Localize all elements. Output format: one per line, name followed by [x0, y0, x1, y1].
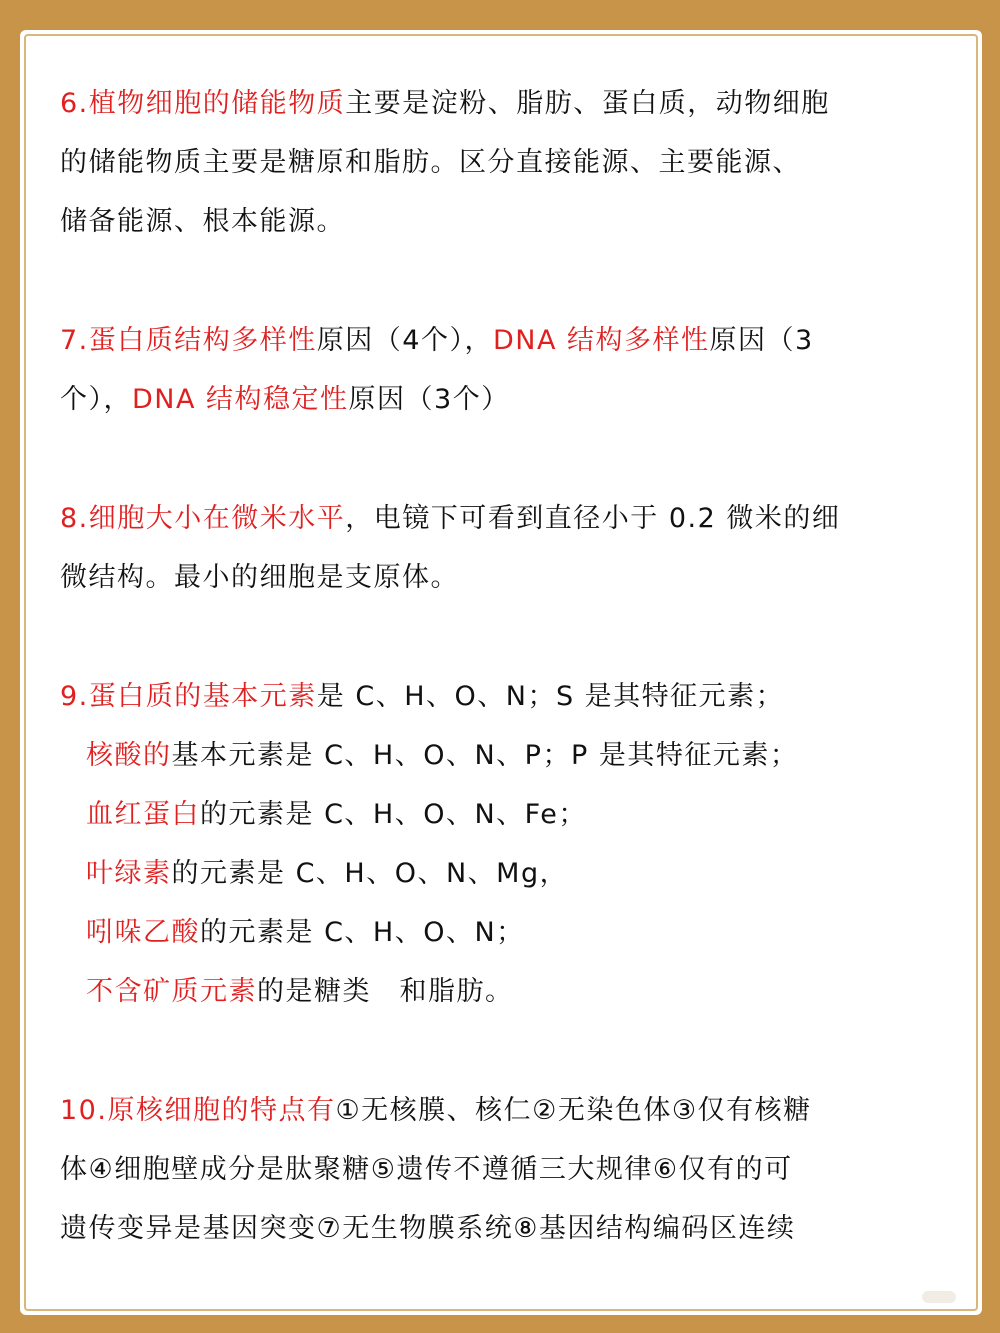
notes-content	[60, 74, 950, 1258]
note-7-text-1: 原因（4个），	[316, 325, 493, 356]
note-6-line-3: 储备能源、根本能源。	[60, 206, 345, 237]
note-8-number: 8.	[60, 503, 89, 534]
note-9-row	[60, 844, 950, 903]
note-9-row	[60, 962, 950, 1021]
note-7-line-1	[60, 311, 950, 370]
note-9-row-text: 的元素是 C、H、O、N、Mg，	[171, 858, 569, 889]
note-9-number: 9.	[60, 681, 89, 712]
note-7-highlight-3: DNA 结构稳定性	[132, 384, 349, 415]
note-7-number: 7.	[60, 325, 89, 356]
note-9-row	[60, 785, 950, 844]
note-10-line-1	[60, 1081, 950, 1140]
note-7-highlight-1: 蛋白质结构多样性	[88, 325, 317, 356]
note-8-text-1: ，电镜下可看到直径小于 0.2 微米的细	[345, 503, 841, 534]
note-7-text-4: 原因（3个）	[348, 384, 510, 415]
note-9-row	[60, 903, 950, 962]
note-10-text-1: ①无核膜、核仁②无染色体③仅有核糖	[335, 1095, 812, 1126]
note-6-number: 6.	[60, 88, 89, 119]
note-6-text-1: 主要是淀粉、脂肪、蛋白质，动物细胞	[345, 88, 830, 119]
note-9-row	[60, 726, 950, 785]
note-6-line-2: 的储能物质主要是糖原和脂肪。区分直接能源、主要能源、	[60, 147, 801, 178]
note-8-line-2: 微结构。最小的细胞是支原体。	[60, 562, 459, 593]
note-10-line-2: 体④细胞壁成分是肽聚糖⑤遗传不遵循三大规律⑥仅有的可	[60, 1154, 793, 1185]
content-card	[20, 30, 982, 1315]
note-7-text-2: 原因（3	[709, 325, 814, 356]
note-9-row-red: 吲哚乙酸	[86, 917, 200, 948]
note-9-row-text: 的元素是 C、H、O、N；	[200, 917, 525, 948]
note-item-6	[60, 74, 950, 251]
note-9-row-red: 血红蛋白	[86, 799, 200, 830]
note-7-highlight-2: DNA 结构多样性	[492, 325, 710, 356]
note-9-row-text: 基本元素是 C、H、O、N、P；P 是其特征元素；	[171, 740, 799, 771]
watermark-mark	[922, 1291, 956, 1303]
note-8-highlight: 细胞大小在微米水平	[88, 503, 346, 534]
note-item-10	[60, 1081, 950, 1258]
note-9-row-text: 的元素是 C、H、O、N、Fe；	[200, 799, 587, 830]
note-7-text-3: 个），	[60, 384, 132, 415]
note-9-text: 是 C、H、O、N；S 是其特征元素；	[316, 681, 785, 712]
note-8-line-1	[60, 489, 950, 548]
note-10-number: 10.	[60, 1095, 108, 1126]
note-9-row-red: 核酸的	[86, 740, 172, 771]
note-9-row-text: 的是糖类 和脂肪。	[257, 976, 514, 1007]
note-9-row-red: 不含矿质元素	[86, 976, 257, 1007]
note-item-7	[60, 311, 950, 429]
note-7-line-2	[60, 370, 950, 429]
note-9-row-red: 叶绿素	[86, 858, 172, 889]
note-9-highlight: 蛋白质的基本元素	[88, 681, 317, 712]
note-10-highlight: 原核细胞的特点有	[107, 1095, 336, 1126]
note-item-8	[60, 489, 950, 607]
note-10-line-3: 遗传变异是基因突变⑦无生物膜系统⑧基因结构编码区连续	[60, 1213, 796, 1244]
note-9-line-1	[60, 667, 950, 726]
note-6-highlight: 植物细胞的储能物质	[88, 88, 346, 119]
note-item-9	[60, 667, 950, 1021]
note-6-line-1	[60, 74, 950, 133]
